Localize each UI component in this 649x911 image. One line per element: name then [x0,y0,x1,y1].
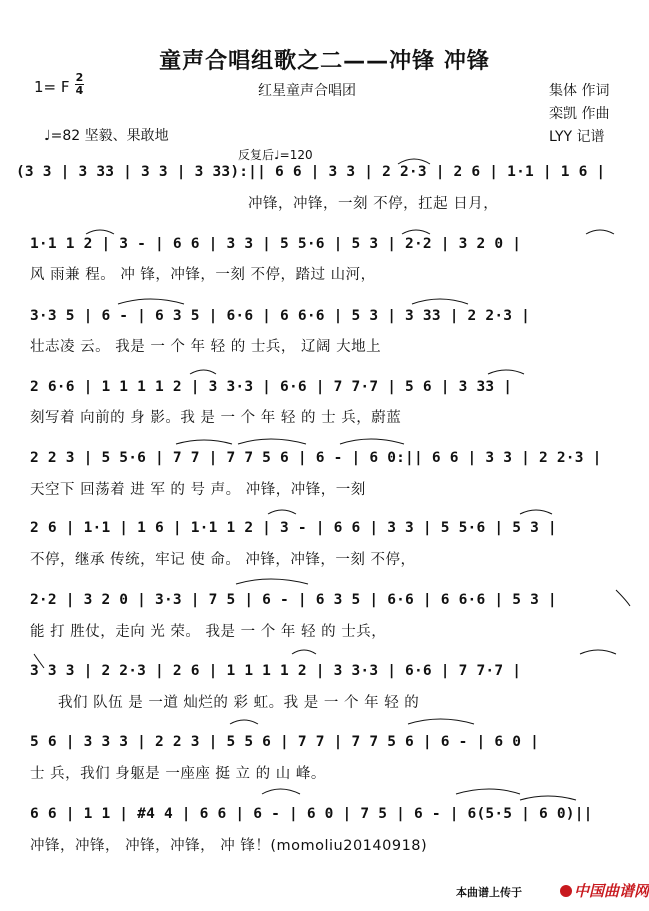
time-signature-top: 2 [75,71,84,84]
notation-line-10: 6 6 | 1 1 | #4 4 | 6 6 | 6 - | 6 0 | 7 5 | 6 - | 6(5·5 | 6 0)|| [30,806,593,822]
composer-credit: 栾凯 作曲 [549,106,610,122]
tempo-marking: ♩=82 坚毅、果敢地 [44,128,169,144]
notation-line-7: 2·2 | 3 2 0 | 3·3 | 7 5 | 6 - | 6 3 5 | 6·6 | 6 6·6 | 5 3 | [30,592,557,608]
notation-line-5: 2 2 3 | 5 5·6 | 7 7 | 7 7 5 6 | 6 - | 6 0:|| 6 6 | 3 3 | 2 2·3 | [30,450,602,466]
notation-line-9: 5 6 | 3 3 3 | 2 2 3 | 5 5 6 | 7 7 | 7 7 5 6 | 6 - | 6 0 | [30,734,539,750]
time-signature-bottom: 4 [75,84,84,97]
site-logo[interactable] [560,880,649,901]
repeat-tempo-marking: 反复后♩=120 [238,148,313,162]
lyrics-line-8: 我们 队伍 是 一道 灿烂的 彩 虹。我 是 一 个 年 轻 的 [58,695,420,711]
notation-line-8: 3 3 3 | 2 2·3 | 2 6 | 1 1 1 1 2 | 3 3·3 | 6·6 | 7 7·7 | [30,663,522,679]
notation-line-6: 2 6 | 1·1 | 1 6 | 1·1 1 2 | 3 - | 6 6 | 3 3 | 5 5·6 | 5 3 | [30,520,557,536]
lyrics-line-9: 士 兵，我们 身躯是 一座座 挺 立 的 山 峰。 [30,766,326,782]
lyrics-line-7: 能 打 胜仗，走向 光 荣。 我是 一 个 年 轻 的 士兵， [30,624,387,640]
lyrics-line-6: 不停，继承 传统，牢记 使 命。 冲锋，冲锋，一刻 不停， [30,552,416,568]
lyrics-line-2: 风 雨兼 程。 冲 锋，冲锋，一刻 不停，踏过 山河， [30,267,376,283]
notation-line-2: 1·1 1 2 | 3 - | 6 6 | 3 3 | 5 5·6 | 5 3 | 2·2 | 3 2 0 | [30,236,522,252]
upload-note: 本曲谱上传于 [456,886,522,899]
lyricist-credit: 集体 作词 [549,83,610,99]
site-logo-icon [560,885,572,897]
notation-line-4: 2 6·6 | 1 1 1 1 2 | 3 3·3 | 6·6 | 7 7·7 | 5 6 | 3 33 | [30,379,513,395]
performer-credit: 红星童声合唱团 [258,83,356,99]
notation-line-1: (3 3 | 3 33 | 3 3 | 3 33):|| 6 6 | 3 3 | 2 2·3 | 2 6 | 1·1 | 1 6 | [16,164,606,180]
lyrics-line-5: 天空下 回荡着 进 军 的 号 声。 冲锋，冲锋，一刻 [30,482,366,498]
lyrics-line-1: 冲锋，冲锋，一刻 不停，扛起 日月， [248,196,499,212]
key-signature: 1= F [34,78,70,96]
transcriber-credit: LYY 记谱 [549,129,605,145]
page-title: 童声合唱组歌之二——冲锋 冲锋 [159,49,490,74]
notation-line-3: 3·3 5 | 6 - | 6 3 5 | 6·6 | 6 6·6 | 5 3 | 3 33 | 2 2·3 | [30,308,531,324]
lyrics-line-4: 刻写着 向前的 身 影。我 是 一 个 年 轻 的 士 兵，蔚蓝 [30,410,402,426]
lyrics-line-3: 壮志凌 云。 我是 一 个 年 轻 的 士兵， 辽阔 大地上 [30,339,382,355]
lyrics-line-10: 冲锋，冲锋， 冲锋，冲锋， 冲 锋！(momoliu20140918) [30,838,428,854]
site-logo-text: 中国曲谱网 [574,882,649,900]
